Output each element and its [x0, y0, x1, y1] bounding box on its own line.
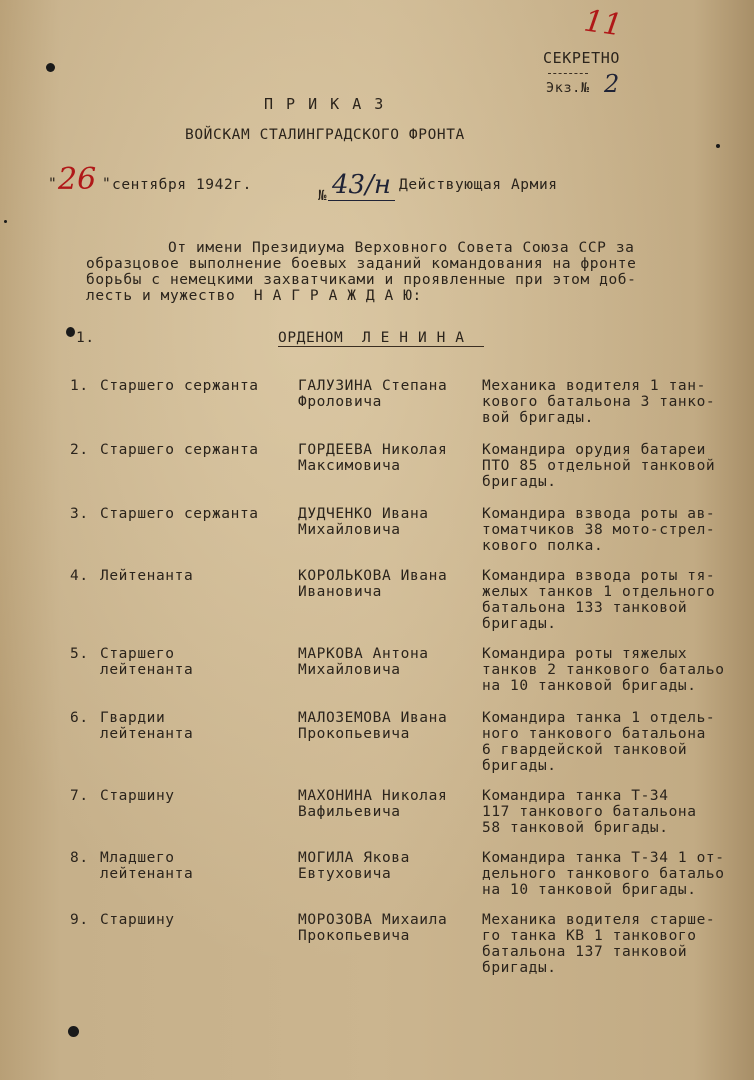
entry-position-line: ного танкового батальона — [482, 726, 706, 742]
entry-rank-line: лейтенанта — [100, 662, 194, 678]
entry-name: КОРОЛЬКОВА Ивана — [298, 568, 448, 584]
entry-position-line: желых танков 1 отдельного — [482, 584, 716, 600]
entry-number: 1. — [70, 378, 89, 394]
entry-position-line: вой бригады. — [482, 410, 594, 426]
entry-name-line: Михайловича — [298, 522, 401, 538]
entry-position-line: ПТО 85 отдельной танковой — [482, 458, 716, 474]
entry-rank: Старшего — [100, 646, 175, 662]
preamble-line-3: борьбы с немецкими захватчиками и проявленные при этом доб- — [86, 272, 637, 288]
preamble-line-1: От имени Президиума Верховного Совета Союза ССР за — [168, 240, 635, 256]
entry-rank: Старшину — [100, 912, 175, 928]
location: Действующая Армия — [399, 177, 558, 193]
entry-position: Механика водителя 1 тан- — [482, 378, 706, 394]
section-number: 1. — [76, 330, 95, 346]
punch-hole — [66, 327, 75, 337]
entry-position-line: бригады. — [482, 474, 557, 490]
entry-position-line: 58 танковой бригады. — [482, 820, 669, 836]
preamble-line-2: образцовое выполнение боевых заданий командования на фронте — [86, 256, 637, 272]
entry-position: Механика водителя старше- — [482, 912, 716, 928]
copy-label: Экз.№ — [546, 80, 590, 96]
entry-position-line: дельного танкового батальо — [482, 866, 725, 882]
entry-position-line: танков 2 танкового батальо — [482, 662, 725, 678]
entry-number: 7. — [70, 788, 89, 804]
entry-position: Командира роты тяжелых — [482, 646, 688, 662]
handwritten-order-number: 43/н — [328, 170, 395, 201]
entry-name: ГАЛУЗИНА Степана — [298, 378, 448, 394]
entry-name: МОГИЛА Якова — [298, 850, 410, 866]
entry-position-line: на 10 танковой бригады. — [482, 678, 697, 694]
punch-hole — [46, 63, 55, 72]
ink-speck — [4, 220, 7, 223]
entry-number: 4. — [70, 568, 89, 584]
entry-name-line: Прокопьевича — [298, 726, 410, 742]
entry-number: 8. — [70, 850, 89, 866]
entry-position-line: батальона 133 танковой — [482, 600, 688, 616]
entry-position-line: батальона 137 танковой — [482, 944, 688, 960]
entry-position-line: го танка КВ 1 танкового — [482, 928, 697, 944]
preamble-line-4: лесть и мужество Н А Г Р А Ж Д А Ю: — [86, 288, 422, 304]
entry-position-line: бригады. — [482, 616, 557, 632]
entry-position-line: 117 танкового батальона — [482, 804, 697, 820]
entry-position-line: кового полка. — [482, 538, 604, 554]
entry-position-line: 6 гвардейской танковой — [482, 742, 688, 758]
order-number-prefix: № — [318, 188, 328, 204]
entry-name: МАЛОЗЕМОВА Ивана — [298, 710, 448, 726]
handwritten-copy-number: 2 — [604, 70, 620, 98]
entry-name: ДУДЧЕНКО Ивана — [298, 506, 429, 522]
entry-name-line: Вафильевича — [298, 804, 401, 820]
entry-position: Командира танка Т-34 — [482, 788, 669, 804]
entry-rank-line: лейтенанта — [100, 726, 194, 742]
entry-name-line: Фроловича — [298, 394, 382, 410]
entry-rank: Младшего — [100, 850, 175, 866]
entry-position: Командира танка Т-34 1 от- — [482, 850, 725, 866]
order-subtitle: ВОЙСКАМ СТАЛИНГРАДСКОГО ФРОНТА — [185, 127, 465, 143]
date-text: сентября 1942г. — [112, 177, 252, 193]
entry-rank: Лейтенанта — [100, 568, 194, 584]
entry-position: Командира взвода роты тя- — [482, 568, 716, 584]
secret-stamp: СЕКРЕТНО — [543, 49, 621, 67]
entry-rank: Старшину — [100, 788, 175, 804]
entry-name-line: Прокопьевича — [298, 928, 410, 944]
entry-position: Командира орудия батареи — [482, 442, 706, 458]
divider — [548, 73, 588, 74]
handwritten-page-number: 11 — [581, 3, 625, 44]
entry-rank: Старшего сержанта — [100, 378, 259, 394]
date-open-quote: " — [48, 176, 58, 192]
entry-position-line: томатчиков 38 мото-стрел- — [482, 522, 716, 538]
entry-position-line: на 10 танковой бригады. — [482, 882, 697, 898]
ink-speck — [716, 144, 720, 148]
entry-rank-line: лейтенанта — [100, 866, 194, 882]
entry-rank: Старшего сержанта — [100, 442, 259, 458]
entry-position-line: бригады. — [482, 960, 557, 976]
entry-number: 5. — [70, 646, 89, 662]
entry-number: 6. — [70, 710, 89, 726]
entry-name-line: Ивановича — [298, 584, 382, 600]
entry-position: Командира взвода роты ав- — [482, 506, 716, 522]
entry-name: ГОРДЕЕВА Николая — [298, 442, 448, 458]
entry-rank: Старшего сержанта — [100, 506, 259, 522]
entry-name-line: Максимовича — [298, 458, 401, 474]
entry-number: 2. — [70, 442, 89, 458]
entry-name: МАХОНИНА Николая — [298, 788, 448, 804]
entry-name-line: Евтуховича — [298, 866, 392, 882]
punch-hole — [68, 1026, 79, 1037]
entry-name: МАРКОВА Антона — [298, 646, 429, 662]
entry-position-line: бригады. — [482, 758, 557, 774]
date-close-quote: " — [102, 176, 112, 192]
entry-rank: Гвардии — [100, 710, 166, 726]
handwritten-day: 26 — [58, 162, 97, 197]
entry-position: Командира танка 1 отдель- — [482, 710, 716, 726]
order-title: П Р И К А З — [264, 95, 386, 113]
section-underline — [278, 346, 484, 347]
section-title: ОРДЕНОМ Л Е Н И Н А — [278, 330, 465, 346]
entry-number: 9. — [70, 912, 89, 928]
entry-position-line: кового батальона 3 танко- — [482, 394, 716, 410]
entry-number: 3. — [70, 506, 89, 522]
entry-name-line: Михайловича — [298, 662, 401, 678]
entry-name: МОРОЗОВА Михаила — [298, 912, 448, 928]
